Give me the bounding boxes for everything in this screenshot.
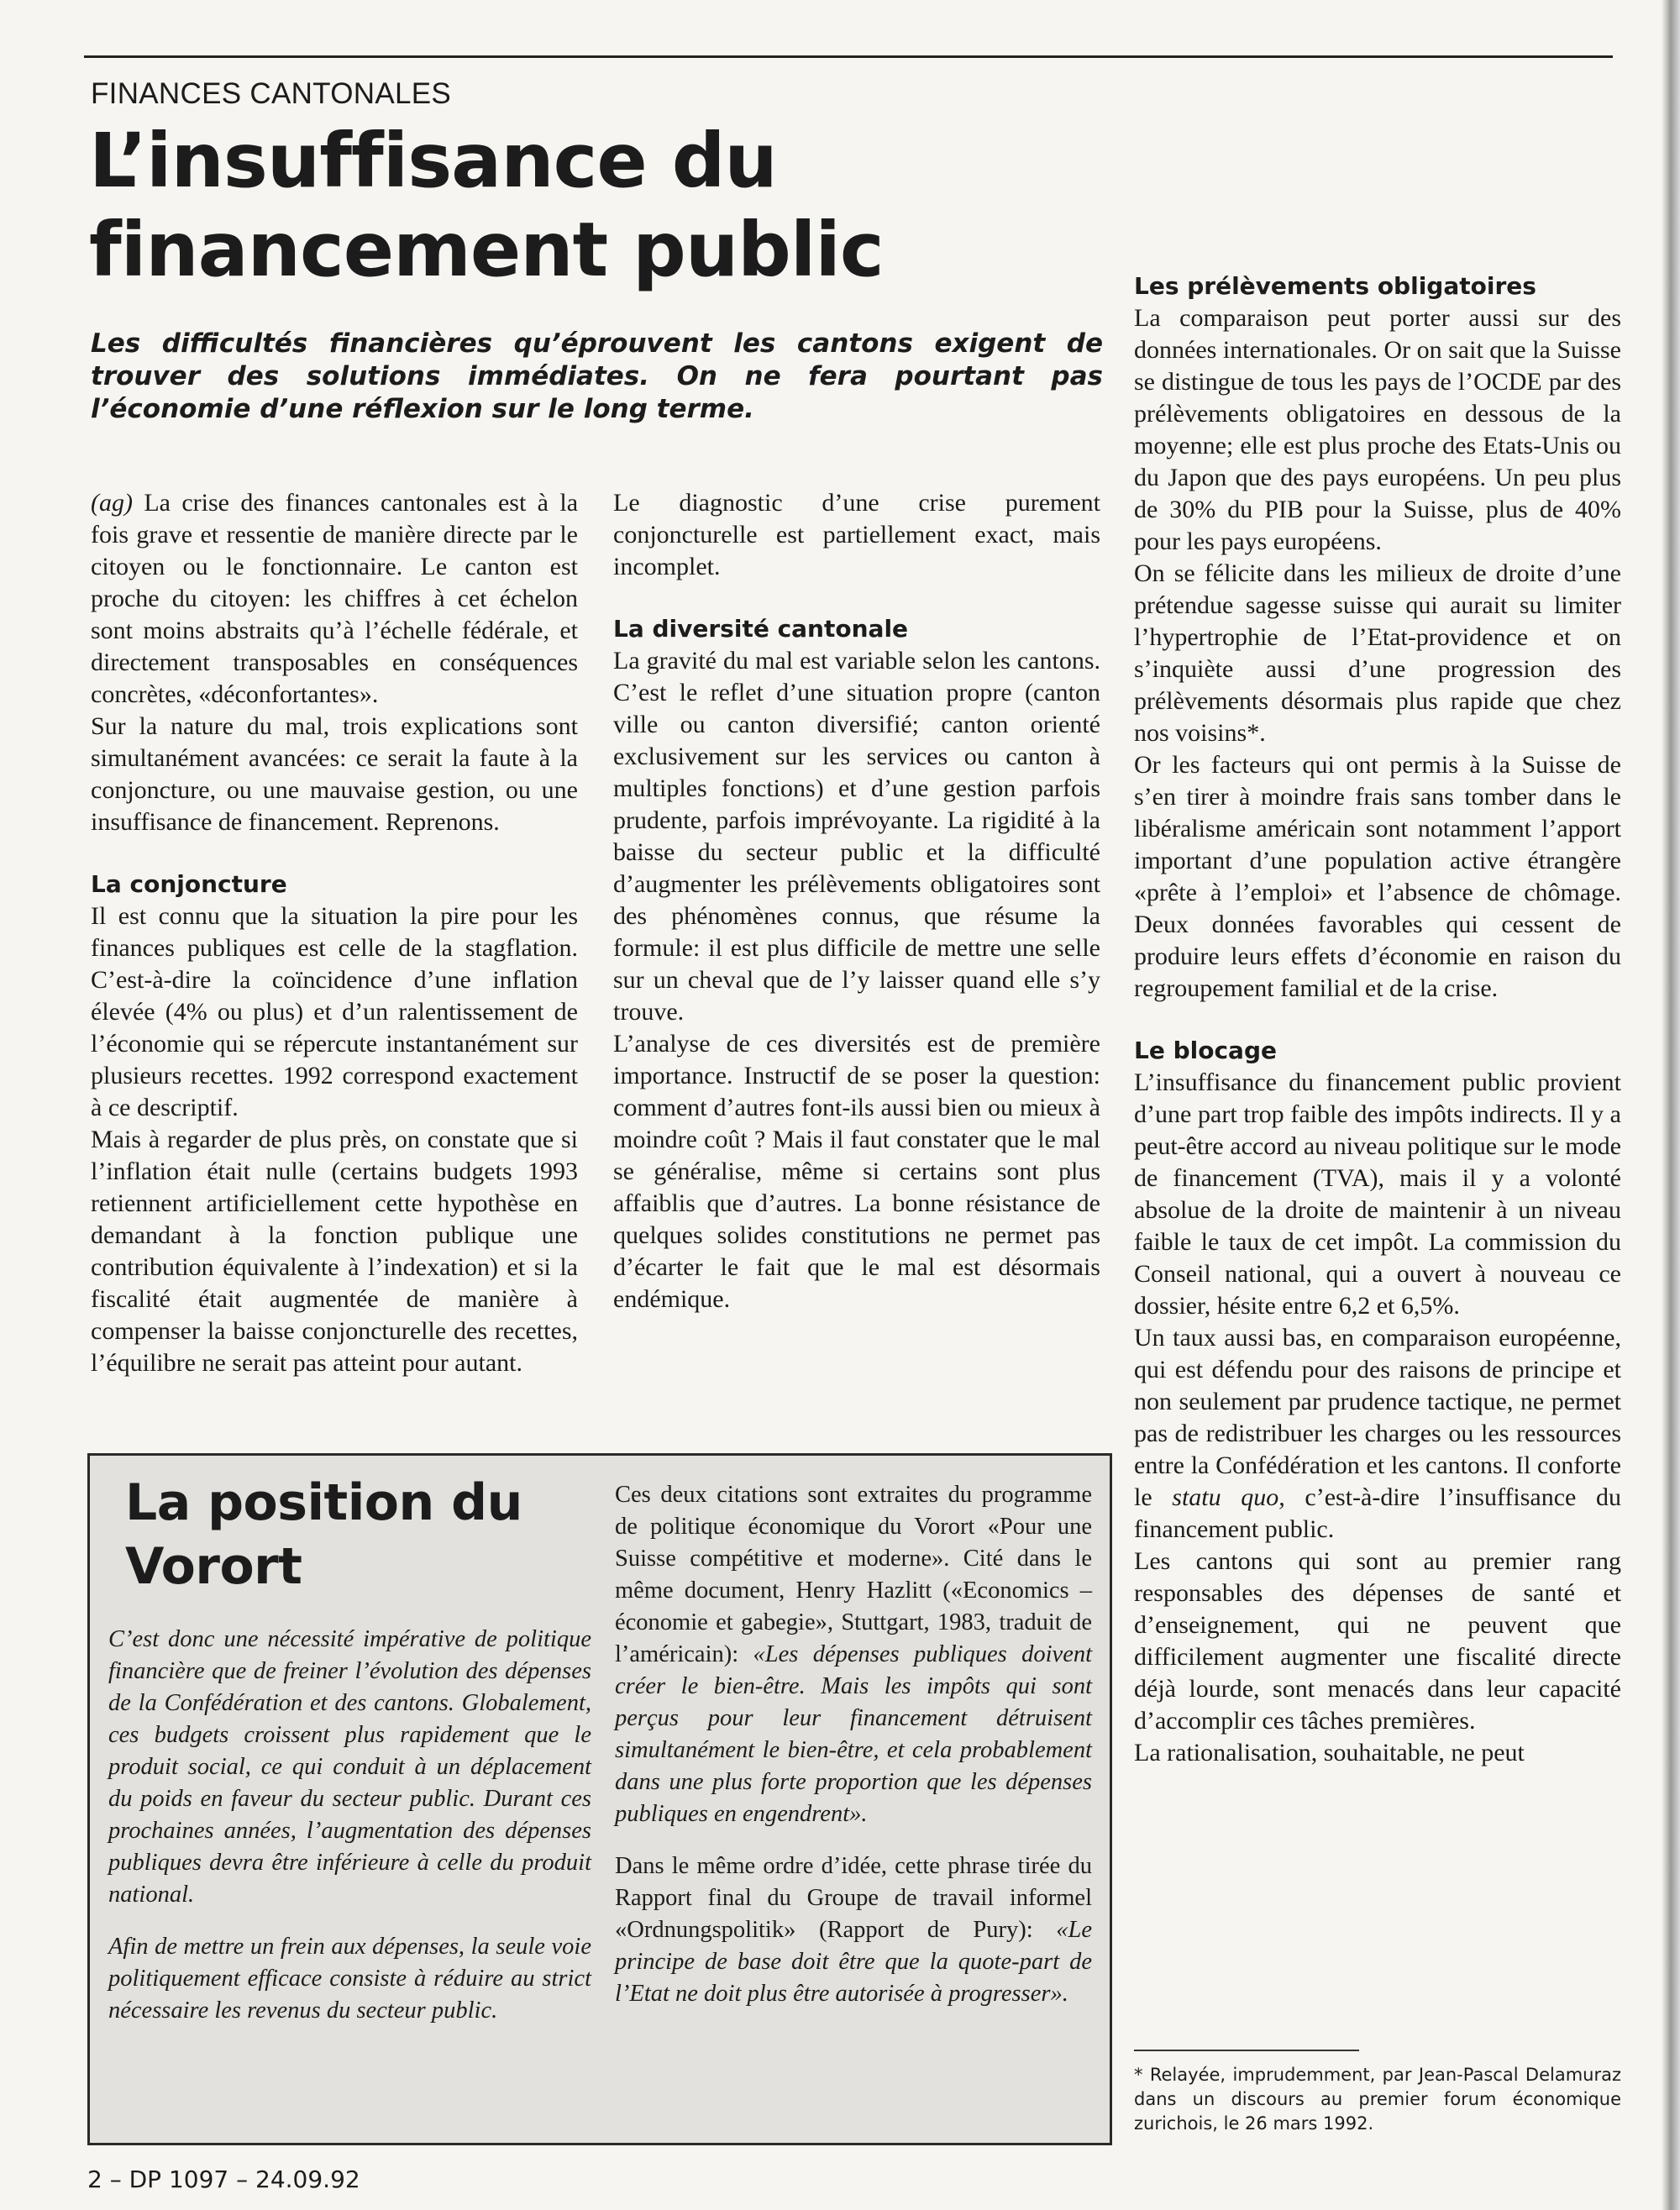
subheading-conjoncture: La conjoncture	[91, 870, 287, 898]
top-rule	[84, 55, 1613, 58]
statu-quo-italic: statu quo,	[1172, 1483, 1285, 1511]
paragraph: Mais à regarder de plus près, on constate que si l’inflation était nulle (certains budgets 1993 retiennent artificiellement cette hypothèse en demandant à la fonction publique une contribution équivalente à l’indexation) et si la fiscalité était augmentée de manière à compenser la baisse conjoncturelle des recettes, l’équilibre ne serait pas atteint pour autant.	[91, 1126, 578, 1377]
paragraph: Sur la nature du mal, trois explications sont simultanément avancées: ce serait la faute à la conjoncture, ou une mauvaise gestion, ou une insuffisance de financement. Reprenons.	[91, 712, 578, 836]
subheading-diversite: La diversité cantonale	[613, 615, 909, 643]
paragraph-text: Un taux aussi bas, en comparaison européenne, qui est défendu pour des raisons de principe et non seulement par prudence tactique, ne permet pas de redistribuer les charges ou les ressources entre la Confédération et les cantons. Il conforte le	[1134, 1324, 1621, 1511]
article-column-2	[613, 487, 1100, 1315]
box-quote: Afin de mettre un frein aux dépenses, la seule voie politiquement efficace consiste à réduire au strict nécessaire les revenus du secteur public.	[108, 1934, 591, 2024]
paragraph: L’insuffisance du financement public provient d’une part trop faible des impôts indirects. Il y a peut-être accord au niveau politique sur le mode de financement (TVA), mais il y a volonté absolue de la droite de maintenir à un niveau faible le taux de cet impôt. La commission du Conseil national, qui a ouvert à nouveau ce dossier, hésite entre 6,2 et 6,5%.	[1134, 1068, 1621, 1320]
paragraph: Le diagnostic d’une crise purement conjoncturelle est partiellement exact, mais incomplet.	[613, 489, 1100, 580]
box-quote: C’est donc une nécessité impérative de politique financière que de freiner l’évolution des dépenses de la Confédération et des cantons. Globalement, ces budgets croissent plus rapidement que le produit social, ce qui conduit à un déplacement du poids en faveur du secteur public. Durant ces prochaines années, l’augmentation des dépenses publiques devra être inférieure à celle du produit national.	[108, 1626, 591, 1908]
subheading-prelevements: Les prélèvements obligatoires	[1134, 272, 1536, 300]
box-text-column	[615, 1479, 1092, 2010]
sidebar-box-vorort	[87, 1453, 1112, 2145]
paragraph: Il est connu que la situation la pire pour les finances publiques est celle de la stagflation. C’est-à-dire la coïncidence d’une inflation élevée (4% ou plus) et d’un ralentissement de l’économie qui se répercute instantanément sur plusieurs recettes. 1992 correspond exactement à ce descriptif.	[91, 902, 578, 1121]
box-inline-quote: «Les dépenses publiques doivent créer le bien-être. Mais les impôts qui sont perçus pour leur financement détruisent simultanément le bien-être, et cela probablement dans une plus forte proportion que les dépenses publiques en engendrent».	[615, 1641, 1093, 1827]
spacer	[615, 1830, 1092, 1850]
author-tag: (ag)	[91, 489, 133, 517]
paragraph: La rationalisation, souhaitable, ne peut	[1134, 1739, 1525, 1766]
spacer	[613, 583, 1100, 613]
paragraph: La comparaison peut porter aussi sur des données internationales. Or on sait que la Suisse se distingue de tous les pays de l’OCDE par des prélèvements obligatoires en dessous de la moyenne; elle est plus proche des Etats-Unis ou du Japon que des pays européens. Un peu plus de 30% du PIB pour la Suisse, plus de 40% pour les pays européens.	[1134, 304, 1621, 555]
spacer	[91, 838, 578, 869]
page-folio: 2 – DP 1097 – 24.09.92	[87, 2165, 360, 2193]
paragraph: On se félicite dans les milieux de droite d’une prétendue sagesse suisse qui aurait su limiter l’hypertrophie de l’Etat-providence et on s’inquiète aussi d’une progression des prélèvements désormais plus rapide que chez nos voisins*.	[1134, 559, 1621, 747]
footnote: * Relayée, imprudemment, par Jean-Pascal Delamuraz dans un discours au premier forum économique zurichois, le 26 mars 1992.	[1134, 2065, 1621, 2134]
paragraph: Or les facteurs qui ont permis à la Suisse de s’en tirer à moindre frais sans tomber dans le libéralisme américain sont notamment l’apport important d’une population active étrangère «prête à l’emploi» et l’absence de chômage. Deux données favorables qui cessent de produire leurs effets d’économie en raison du regroupement familial et de la crise.	[1134, 751, 1621, 1002]
section-label: FINANCES CANTONALES	[91, 77, 452, 110]
article-lead: Les difficultés financières qu’éprouvent les cantons exigent de trouver des solutions immédiates. On ne fera pourtant pas l’économie d’une réflexion sur le long terme.	[91, 328, 1103, 424]
paragraph	[91, 487, 578, 711]
box-title: La position du Vorort	[125, 1473, 522, 1596]
box-inline-quote: «Le principe de base doit être que la quote-part de l’Etat ne doit plus être autorisée à progresser».	[615, 1917, 1093, 2007]
paragraph: Les cantons qui sont au premier rang responsables des dépenses de santé et d’enseignement, qui ne peuvent que difficilement augmenter une fiscalité directe déjà lourde, sont menacés dans leur capacité d’accomplir ces tâches premières.	[1134, 1547, 1621, 1735]
paragraph-text: La crise des finances cantonales est à la fois grave et ressentie de manière directe par le citoyen ou le fonctionnaire. Le canton est proche du citoyen: les chiffres à cet échelon sont moins abstraits qu’à l’échelle fédérale, et directement transposables en conséquences concrètes, «déconfortantes».	[91, 489, 579, 708]
paragraph: La gravité du mal est variable selon les cantons. C’est le reflet d’une situation propre (canton ville ou canton diversifié; canton orienté exclusivement sur les services ou canton à multiples fonctions) et d’une gestion parfois prudente, parfois imprévoyante. La rigidité à la baisse du secteur public et la difficulté d’augmenter les prélèvements obligatoires sont des phénomènes connus, que résume la formule: il est plus difficile de mettre une selle sur un cheval que de l’y laisser quand elle s’y trouve.	[613, 647, 1100, 1026]
article-column-3	[1134, 77, 1621, 1769]
subheading-blocage: Le blocage	[1134, 1037, 1277, 1064]
box-text: Ces deux citations sont extraites du programme de politique économique du Vorort «Pour une Suisse compétitive et moderne». Cité dans le même document, Henry Hazlitt («Economics – économie et gabegie», Stuttgart, 1983, traduit de l’américain):	[615, 1482, 1092, 1667]
footnote-rule	[1134, 2050, 1359, 2051]
spacer	[108, 1911, 591, 1931]
article-column-1	[91, 487, 578, 1379]
paragraph: L’analyse de ces diversités est de première importance. Instructif de se poser la question: comment d’autres font-ils aussi bien ou mieux à moindre coût ? Mais il faut constater que le mal se généralise, même si certains sont plus affaiblis que d’autres. La bonne résistance de quelques solides constitutions ne permet pas d’écarter le fait que le mal est désormais endémique.	[613, 1030, 1100, 1313]
box-paragraph	[615, 1850, 1092, 2010]
paragraph	[1134, 1322, 1621, 1546]
box-quote-column	[108, 1624, 591, 2027]
article-title: L’insuffisance du financement public	[89, 117, 884, 293]
box-paragraph	[615, 1479, 1092, 1830]
spacer	[1134, 1005, 1621, 1035]
page-edge-shadow	[1662, 0, 1680, 2210]
box-text: Dans le même ordre d’idée, cette phrase tirée du Rapport final du Groupe de travail informel «Ordnungspolitik» (Rapport de Pury):	[615, 1853, 1092, 1943]
paragraph-text: c’est-à-dire l’insuffisance du financement public.	[1134, 1483, 1621, 1543]
spacer	[1134, 77, 1621, 270]
